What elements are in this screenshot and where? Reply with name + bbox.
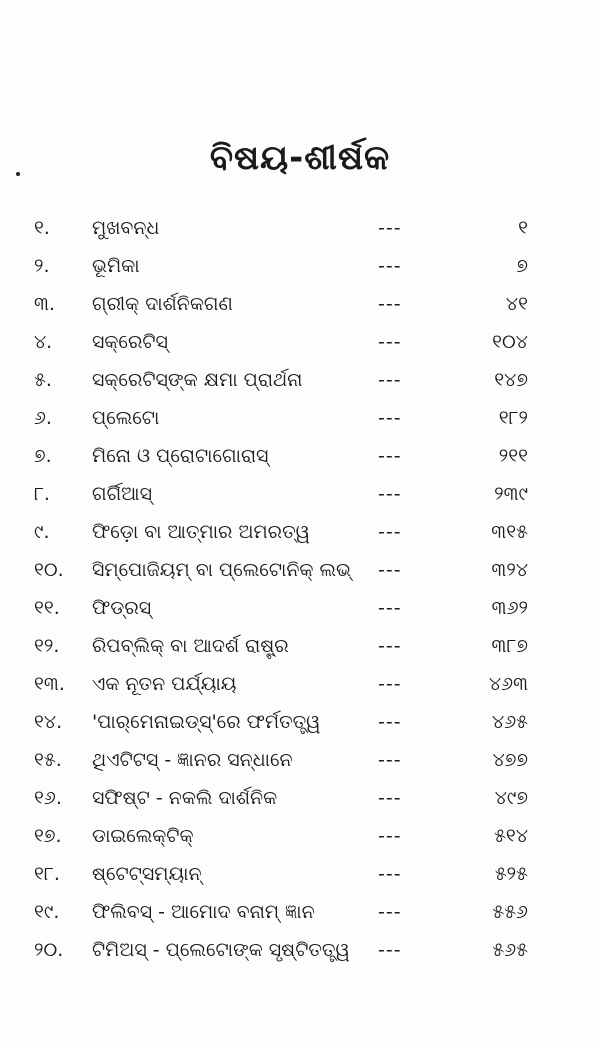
toc-row <box>0 208 600 248</box>
entry-number: ୯. <box>34 521 50 543</box>
entry-number: ୨୦. <box>34 939 64 961</box>
entry-leader: --- <box>378 483 402 505</box>
entry-title: ଟିମିଅସ୍ - ପ୍ଲେଟୋଙ୍କ ସୃଷ୍ଟିତତ୍ତ୍ୱ <box>92 939 350 961</box>
entry-leader: --- <box>378 749 402 771</box>
entry-page-number: ୫୨୫ <box>494 863 528 885</box>
entry-page-number: ୪୭୭ <box>492 749 528 771</box>
toc-row <box>0 474 600 514</box>
entry-page-number: ୧୦୪ <box>492 331 528 353</box>
entry-title: ମୁଖବନ୍ଧ <box>92 217 160 239</box>
entry-leader: --- <box>378 407 402 429</box>
entry-leader: --- <box>378 673 402 695</box>
toc-row <box>0 398 600 438</box>
entry-page-number: ୫୬୫ <box>492 939 528 961</box>
entry-page-number: ୪୯୭ <box>494 787 528 809</box>
entry-title: ମିନୋ ଓ ପ୍ରୋଟାଗୋରାସ୍ <box>92 445 269 467</box>
entry-number: ୧୭. <box>34 825 62 847</box>
entry-page-number: ୭ <box>516 255 528 277</box>
entry-title: ଫିଲିବସ୍ - ଆମୋଦ ବନାମ୍ ଜ୍ଞାନ <box>92 901 315 923</box>
entry-number: ୧୪. <box>34 711 63 733</box>
toc-row <box>0 360 600 400</box>
entry-page-number: ୪୬୫ <box>492 711 528 733</box>
entry-page-number: ୧ <box>518 217 528 239</box>
entry-page-number: ୪୬୩ <box>488 673 528 695</box>
toc-row <box>0 854 600 894</box>
entry-page-number: ୩୨୪ <box>491 559 528 581</box>
entry-leader: --- <box>378 901 402 923</box>
entry-number: ୧୯. <box>34 901 60 923</box>
entry-leader: --- <box>378 521 402 543</box>
entry-leader: --- <box>378 331 402 353</box>
entry-leader: --- <box>378 445 402 467</box>
entry-number: ୧୮. <box>34 863 60 885</box>
entry-page-number: ୩୧୫ <box>491 521 528 543</box>
page-title: ବିଷୟ-ଶୀର୍ଷକ <box>209 138 391 178</box>
entry-leader: --- <box>378 825 402 847</box>
entry-number: ୧୦. <box>34 559 64 581</box>
entry-leader: --- <box>378 787 402 809</box>
entry-title: ଫିଡ଼ୋ ବା ଆତ୍ମାର ଅମରତ୍ୱ <box>92 521 310 543</box>
entry-title: ଥିଏଟିଟସ୍ - ଜ୍ଞାନର ସନ୍ଧାନେ <box>92 749 293 771</box>
entry-number: ୬. <box>34 407 52 429</box>
toc-row <box>0 702 600 742</box>
entry-page-number: ୩୮୭ <box>491 635 528 657</box>
entry-number: ୫. <box>34 369 52 391</box>
entry-leader: --- <box>378 711 402 733</box>
entry-title: ସିମ୍ପୋଜିୟମ୍ ବା ପ୍ଲେଟୋନିକ୍ ଲଭ୍ <box>92 559 351 581</box>
entry-number: ୭. <box>34 445 52 467</box>
toc-row <box>0 284 600 324</box>
entry-leader: --- <box>378 217 402 239</box>
toc-row <box>0 816 600 856</box>
entry-title: 'ପାର୍‌ମେନାଇଡ୍‌ସ୍'ରେ ଫର୍ମତତ୍ତ୍ୱ <box>92 711 321 733</box>
entry-page-number: ୧୪୭ <box>494 369 528 391</box>
toc-row <box>0 550 600 590</box>
entry-number: ୧୨. <box>34 635 60 657</box>
entry-title: ଷ୍ଟେଟ୍ସମ୍ୟାନ୍ <box>92 863 202 885</box>
entry-number: ୨. <box>34 255 50 277</box>
entry-leader: --- <box>378 559 402 581</box>
entry-page-number: ୪୧ <box>505 293 528 315</box>
entry-page-number: ୫୫୬ <box>492 901 528 923</box>
toc-row <box>0 664 600 704</box>
entry-title: ଏକ ନୂତନ ପର୍ଯ୍ୟାୟ <box>92 673 237 695</box>
entry-number: ୧୩. <box>34 673 65 695</box>
entry-page-number: ୩୬୨ <box>491 597 528 619</box>
entry-title: ସକ୍ରେଟିସ୍‌ଙ୍କ କ୍ଷମା ପ୍ରାର୍ଥନା <box>92 369 303 391</box>
toc-row <box>0 930 600 970</box>
entry-page-number: ୧୮୨ <box>498 407 528 429</box>
entry-title: ଡାଇଲେକ୍ଟିକ୍ <box>92 825 194 847</box>
entry-number: ୧୧. <box>34 597 60 619</box>
entry-title: ସଫିଷ୍ଟ - ନକଲି ଦାର୍ଶନିକ <box>92 787 278 809</box>
entry-number: ୧୬. <box>34 787 62 809</box>
toc-row <box>0 436 600 476</box>
entry-number: ୧. <box>34 217 50 239</box>
entry-number: ୩. <box>34 293 55 315</box>
entry-title: ଗ୍ରୀକ୍ ଦାର୍ଶନିକଗଣ <box>92 293 233 315</box>
entry-leader: --- <box>378 293 402 315</box>
entry-title: ଗର୍ଗିଆସ୍ <box>92 483 152 505</box>
toc-row <box>0 322 600 362</box>
entry-leader: --- <box>378 939 402 961</box>
entry-leader: --- <box>378 369 402 391</box>
entry-leader: --- <box>378 863 402 885</box>
entry-page-number: ୨୩୯ <box>494 483 528 505</box>
toc-row <box>0 778 600 818</box>
toc-row <box>0 588 600 628</box>
entry-page-number: ୫୧୪ <box>494 825 528 847</box>
entry-number: ୪. <box>34 331 53 353</box>
entry-leader: --- <box>378 635 402 657</box>
toc-row <box>0 626 600 666</box>
entry-leader: --- <box>378 597 402 619</box>
entry-number: ୧୫. <box>34 749 62 771</box>
entry-title: ସକ୍ରେଟିସ୍ <box>92 331 168 353</box>
entry-title: ଭୂମିକା <box>92 255 140 277</box>
entry-leader: --- <box>378 255 402 277</box>
toc-row <box>0 246 600 286</box>
toc-row <box>0 892 600 932</box>
entry-title: ଫିଡ୍ରସ୍ <box>92 597 152 619</box>
entry-number: ୮. <box>34 483 50 505</box>
entry-title: ରିପବ୍ଲିକ୍ ବା ଆଦର୍ଶ ରାଷ୍ଟ୍ର <box>92 635 289 657</box>
toc-row <box>0 512 600 552</box>
entry-page-number: ୨୧୧ <box>498 445 528 467</box>
entry-title: ପ୍ଲେଟୋ <box>92 407 160 429</box>
toc-row <box>0 740 600 780</box>
